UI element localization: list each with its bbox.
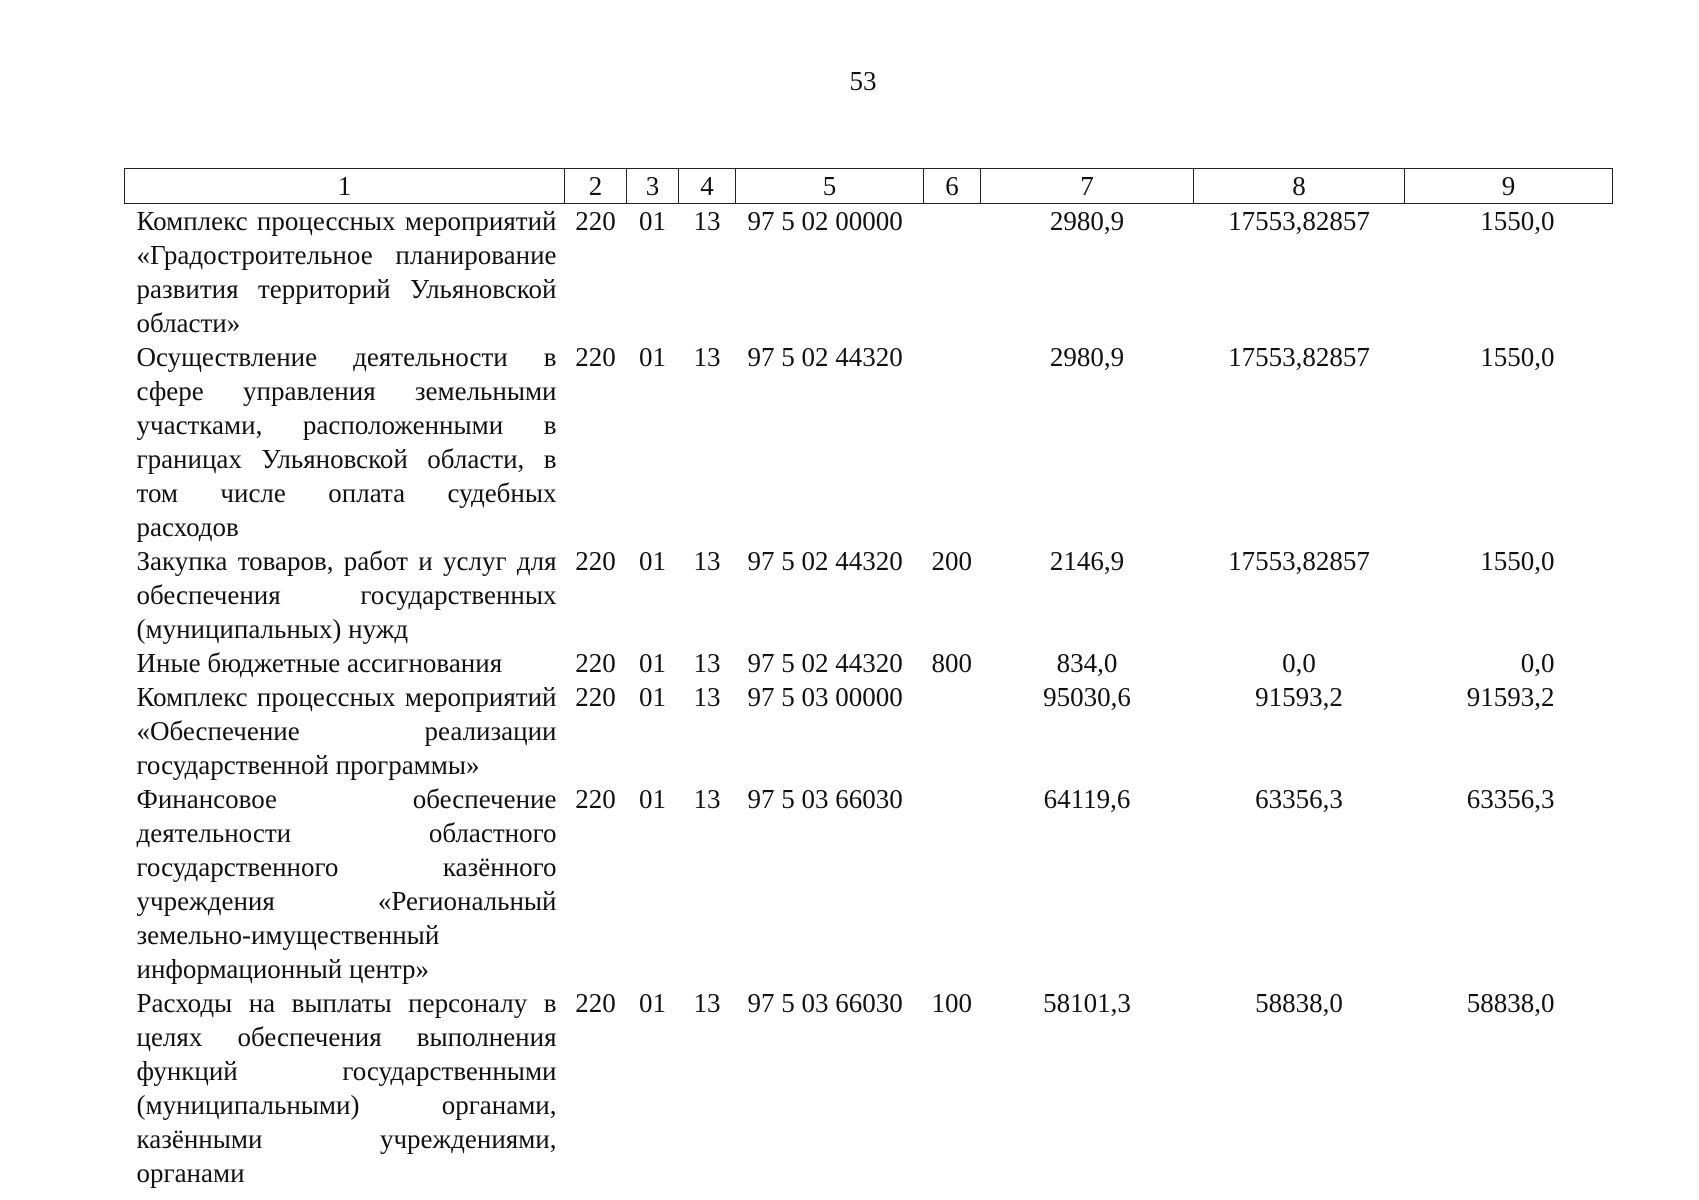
row-target-article: 97 5 02 00000 bbox=[747, 206, 903, 236]
row-subsection-code: 13 bbox=[693, 546, 721, 576]
row-target-article: 97 5 02 44320 bbox=[747, 648, 903, 678]
row-section-code: 01 bbox=[639, 546, 666, 576]
row-subsection-code: 13 bbox=[693, 648, 721, 678]
row-subsection-code: 13 bbox=[693, 682, 721, 712]
row-amount-year-2: 63356,3 bbox=[1255, 784, 1343, 814]
row-ministry-code: 220 bbox=[575, 546, 616, 576]
row-target-article: 97 5 03 66030 bbox=[747, 784, 903, 814]
row-subsection-code: 13 bbox=[693, 784, 721, 814]
row-subsection-code: 13 bbox=[693, 988, 721, 1018]
header-col-5: 5 bbox=[736, 169, 924, 204]
row-ministry-code: 220 bbox=[575, 988, 616, 1018]
row-ministry-code: 220 bbox=[575, 784, 616, 814]
row-amount-year-3: 0,0 bbox=[1520, 648, 1555, 678]
row-ministry-code: 220 bbox=[575, 206, 616, 236]
row-amount-year-2: 0,0 bbox=[1282, 648, 1316, 678]
row-target-article: 97 5 02 44320 bbox=[747, 546, 903, 576]
row-amount-year-3: 63356,3 bbox=[1466, 784, 1555, 814]
row-amount-year-1: 834,0 bbox=[1056, 648, 1118, 678]
row-ministry-code: 220 bbox=[575, 648, 616, 678]
row-expense-type: 800 bbox=[931, 648, 972, 678]
row-amount-year-1: 58101,3 bbox=[1043, 988, 1131, 1018]
row-section-code: 01 bbox=[639, 648, 666, 678]
row-expense-type bbox=[924, 340, 981, 544]
row-expense-type bbox=[924, 680, 981, 782]
table-row-7 bbox=[125, 986, 1613, 1190]
row-amount-year-3: 1550,0 bbox=[1480, 206, 1555, 236]
header-col-1: 1 bbox=[125, 169, 565, 204]
table-row-2 bbox=[125, 340, 1613, 544]
row-amount-year-2: 17553,82857 bbox=[1228, 546, 1370, 576]
row-expense-type bbox=[924, 782, 981, 986]
row-amount-year-2: 17553,82857 bbox=[1228, 206, 1370, 236]
header-col-2: 2 bbox=[565, 169, 627, 204]
row-description: Иные бюджетные ассигнования bbox=[136, 648, 503, 678]
row-amount-year-3: 1550,0 bbox=[1480, 546, 1555, 576]
row-expense-type: 100 bbox=[931, 988, 972, 1018]
row-target-article: 97 5 02 44320 bbox=[747, 342, 903, 372]
row-section-code: 01 bbox=[639, 784, 666, 814]
table-row-3 bbox=[125, 544, 1613, 646]
row-expense-type: 200 bbox=[931, 546, 972, 576]
row-amount-year-3: 91593,2 bbox=[1466, 682, 1555, 712]
row-description: Финансовое обеспечение деятельности областного государственного казённого учреждения «Региональный земельно-имущественный информационный центр» bbox=[136, 784, 557, 984]
row-section-code: 01 bbox=[639, 988, 666, 1018]
row-amount-year-1: 95030,6 bbox=[1043, 682, 1131, 712]
row-description: Комплекс процессных мероприятий «Градостроительное планирование развития территорий Ульяновской области» bbox=[136, 206, 557, 338]
row-ministry-code: 220 bbox=[575, 682, 616, 712]
header-col-8: 8 bbox=[1194, 169, 1405, 204]
row-amount-year-1: 2980,9 bbox=[1049, 342, 1125, 372]
row-section-code: 01 bbox=[639, 206, 666, 236]
row-description: Расходы на выплаты персоналу в целях обеспечения выполнения функций государственными (муниципальными) органами, казёнными учреждениями, органами bbox=[136, 988, 557, 1188]
row-amount-year-1: 64119,6 bbox=[1043, 784, 1131, 814]
header-row bbox=[125, 169, 1613, 204]
row-subsection-code: 13 bbox=[693, 342, 721, 372]
table-row-5 bbox=[125, 680, 1613, 782]
row-description: Закупка товаров, работ и услуг для обеспечения государственных (муниципальных) нужд bbox=[136, 546, 557, 644]
row-expense-type bbox=[924, 204, 981, 341]
table-row-1 bbox=[125, 204, 1613, 341]
row-description: Осуществление деятельности в сфере управления земельными участками, расположенными в границах Ульяновской области, в том числе оплата судебных расходов bbox=[136, 342, 557, 542]
row-amount-year-2: 91593,2 bbox=[1255, 682, 1343, 712]
row-amount-year-2: 58838,0 bbox=[1255, 988, 1343, 1018]
row-amount-year-1: 2980,9 bbox=[1049, 206, 1125, 236]
row-amount-year-3: 1550,0 bbox=[1480, 342, 1555, 372]
row-target-article: 97 5 03 00000 bbox=[747, 682, 903, 712]
row-subsection-code: 13 bbox=[693, 206, 721, 236]
row-section-code: 01 bbox=[639, 682, 666, 712]
budget-table bbox=[124, 168, 1613, 1190]
row-amount-year-2: 17553,82857 bbox=[1228, 342, 1370, 372]
row-amount-year-1: 2146,9 bbox=[1049, 546, 1125, 576]
row-section-code: 01 bbox=[639, 342, 666, 372]
header-col-7: 7 bbox=[981, 169, 1194, 204]
row-ministry-code: 220 bbox=[575, 342, 616, 372]
header-col-4: 4 bbox=[679, 169, 736, 204]
header-col-6: 6 bbox=[924, 169, 981, 204]
row-target-article: 97 5 03 66030 bbox=[747, 988, 903, 1018]
row-amount-year-3: 58838,0 bbox=[1466, 988, 1555, 1018]
page-number: 53 bbox=[849, 66, 877, 96]
row-description: Комплекс процессных мероприятий «Обеспечение реализации государственной программы» bbox=[136, 682, 557, 780]
header-col-9: 9 bbox=[1405, 169, 1613, 204]
header-col-3: 3 bbox=[627, 169, 679, 204]
table-row-6 bbox=[125, 782, 1613, 986]
table-row-4 bbox=[125, 646, 1613, 680]
